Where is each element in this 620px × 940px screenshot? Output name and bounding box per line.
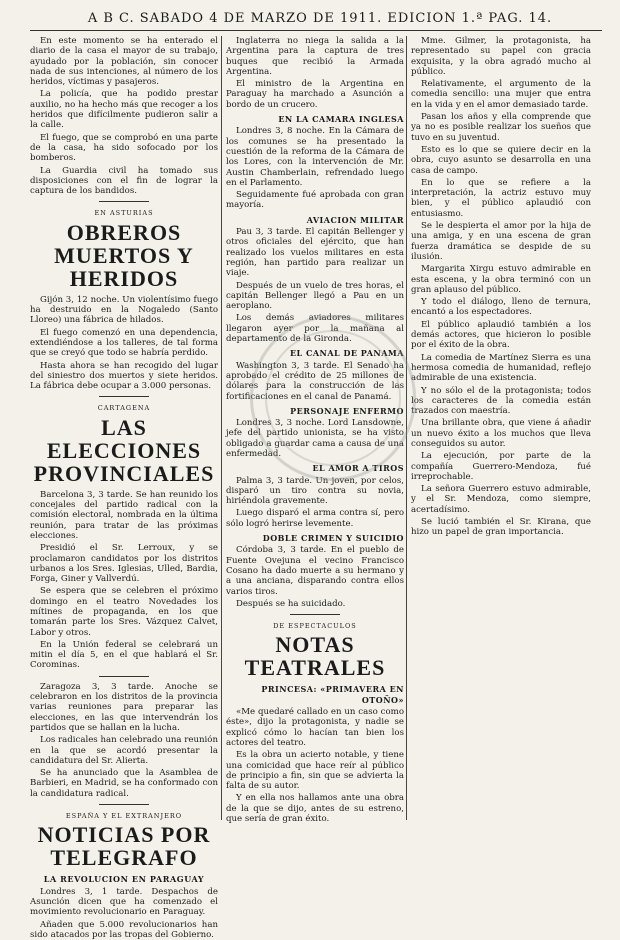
kicker: ESPAÑA Y EL EXTRANJERO: [65, 812, 183, 821]
paragraph: Pasan los años y ella comprende que ya no es posible realizar los sueños que tuvo en su juventud.: [411, 112, 591, 143]
paragraph: Mme. Gilmer, la protagonista, ha representado su papel con gracia exquisita, y la obra agradó mucho al público.: [411, 36, 591, 77]
paragraph: Y todo el diálogo, lleno de ternura, encantó a los espectadores.: [411, 297, 591, 318]
subhead-paraguay: LA REVOLUCION EN PARAGUAY: [43, 874, 205, 885]
paragraph: Una brillante obra, que viene á añadir un nuevo éxito a los muchos que lleva conseguidos su autor.: [411, 418, 591, 449]
paragraph: Los demás aviadores militares llegaron ayer por la mañana al departamento de la Gironda.: [226, 313, 404, 345]
column-1: [30, 36, 218, 940]
paragraph: Córdoba 3, 3 tarde. En el pueblo de Fuente Ovejuna el vecino Francisco Cosano ha dado muerte a su hermano y a una anciana, disparando contra ellos varios tiros.: [226, 545, 404, 597]
paragraph: En la Unión federal se celebrará un mitin el día 5, en el que hablará el Sr. Corominas.: [30, 639, 218, 671]
paragraph: La comedia de Martínez Sierra es una hermosa comedia de humanidad, reflejo admirable de una existencia.: [411, 352, 591, 384]
paragraph: El ministro de la Argentina en Paraguay ha marchado a Asunción a bordo de un crucero.: [226, 79, 404, 110]
paragraph: Relativamente, el argumento de la comedia sencillo: una mujer que entra en la vida y en el amor demasiado tarde.: [411, 79, 591, 110]
page-header: [40, 6, 600, 30]
headline-notas-teatrales: NOTAS TEATRALES: [244, 632, 386, 681]
paragraph: Luego disparó el arma contra sí, pero sólo logró herirse levemente.: [226, 508, 404, 529]
paragraph: La policía, que ha podido prestar auxilio, no ha hecho más que recoger a los heridos que difícilmente pudieron salir a la calle.: [30, 89, 218, 131]
paragraph: Después se ha suicidado.: [236, 598, 346, 609]
paragraph: Seguidamente fué aprobada con gran mayoría.: [226, 190, 404, 211]
column-divider: [406, 36, 407, 820]
paragraph: Presidió el Sr. Lerroux, y se proclamaron candidatos por los distritos urbanos a los Sres. Iglesias, Ulled, Bardia, Forga, Giner y Vallverdú.: [30, 543, 218, 585]
paragraph: Barcelona 3, 3 tarde. Se han reunido los concejales del partido radical con la comisión electoral, nombrada en la última reunión, para tratar de las próximas elecciones.: [30, 489, 218, 541]
paragraph: Se ha anunciado que la Asamblea de Barbieri, en Madrid, se ha conformado con la candidatura radical.: [30, 768, 218, 799]
paragraph: Gijón 3, 12 noche. Un violentísimo fuego ha destruido en la Nogaledo (Santo Lloreo) una fábrica de hilados.: [30, 294, 218, 326]
paragraph: Londres 3, 3 noche. Lord Lansdowne, jefe del partido unionista, se ha visto obligado a guardar cama a causa de una enfermedad.: [226, 418, 404, 459]
paragraph: Pau 3, 3 tarde. El capitán Bellenger y otros oficiales del ejército, que han realizado los vuelos militares en esta región, han partido para realizar un viaje.: [226, 227, 404, 279]
section-rule: [99, 804, 149, 805]
section-rule: [99, 396, 149, 397]
subhead: DOBLE CRIMEN Y SUICIDIO: [262, 533, 404, 544]
paragraph: Esto es lo que se quiere decir en la obra, cuyo asunto se desarrolla en una casa de campo.: [411, 144, 591, 176]
paragraph: Se le despierta el amor por la hija de una amiga, y en una escena de gran fuerza dramática se despide de su ilusión.: [411, 221, 591, 262]
section-rule: [290, 614, 340, 615]
kicker: EN ASTURIAS: [94, 209, 154, 218]
subhead: EN LA CAMARA INGLESA: [278, 114, 404, 125]
kicker: DE ESPECTACULOS: [273, 622, 357, 631]
paragraph: Se lució también el Sr. Kirana, que hizo un papel de gran importancia.: [411, 517, 591, 538]
paragraph: Es la obra un acierto notable, y tiene una comicidad que hace reír al público de principio a fin, sin que se advierta la falta de su autor.: [226, 750, 404, 792]
section-rule: [99, 676, 149, 677]
subhead: AVIACION MILITAR: [306, 214, 404, 225]
header-text: A B C. SABADO 4 DE MARZO DE 1911. EDICION 1.ª PAG. 14.: [87, 10, 553, 26]
paragraph: Londres 3, 8 noche. En la Cámara de los comunes se ha presentado la cuestión de la reforma de la Cámara de los Lores, con la intervención de Mr. Austin Chamberlain, refrendado luego en el Parlamento.: [226, 126, 404, 188]
headline-noticias: NOTICIAS POR TELEGRAFO: [37, 822, 211, 871]
paragraph: Londres 3, 1 tarde. Despachos de Asunción dicen que ha comenzado el movimiento revolucionario en Paraguay.: [30, 886, 218, 918]
subhead: EL AMOR A TIROS: [312, 463, 404, 474]
paragraph: «Me quedaré callado en un caso como éste», dijo la protagonista, y nadie se explicó cómo lo hacían tan bien los actores del teatro.: [226, 707, 404, 748]
paragraph: El fuego, que se comprobó en una parte de la casa, ha sido sofocado por los bomberos.: [30, 132, 218, 164]
paragraph: Se espera que se celebren el próximo domingo en el teatro Novedades los mítines de propaganda, en los que tomarán parte los Sres. Vázquez Calvet, Labor y otros.: [30, 586, 218, 638]
column-divider: [221, 36, 222, 820]
paragraph: El público aplaudió también a los demás actores, que hicieron lo posible por el éxito de la obra.: [411, 319, 591, 351]
paragraph: La señora Guerrero estuvo admirable, y el Sr. Mendoza, como siempre, acertadísimo.: [411, 484, 591, 515]
paragraph: El fuego comenzó en una dependencia, extendiéndose a los talleres, de tal forma que se creyó que todo se habría perdido.: [30, 327, 218, 359]
column-2: [226, 36, 404, 824]
paragraph: En este momento se ha enterado el diario de la casa el mayor de su trabajo, ayudado por la población, sin conocer nada de sus intenciones, al número de los heridos, víctimas y pasajeros.: [30, 36, 218, 88]
header-rule: [30, 30, 602, 31]
column-3: [411, 36, 591, 820]
headline-obreros: OBREROS MUERTOS Y HERIDOS: [54, 219, 194, 291]
kicker: CARTAGENA: [97, 404, 151, 413]
subhead-princesa: PRINCESA: «PRIMAVERA EN OTOÑO»: [261, 684, 404, 705]
paragraph: Después de un vuelo de tres horas, el capitán Bellenger llegó a Pau en un aeroplano.: [226, 280, 404, 312]
paragraph: Washington 3, 3 tarde. El Senado ha aprobado el crédito de 25 millones de dólares para la construcción de las fortificaciones en el canal de Panamá.: [226, 360, 404, 402]
headline-elecciones: LAS ELECCIONES PROVINCIALES: [33, 414, 215, 486]
paragraph: En lo que se refiere a la interpretación, la actriz estuvo muy bien, y el público aplaudió con entusiasmo.: [411, 177, 591, 219]
subhead: PERSONAJE ENFERMO: [290, 405, 404, 416]
paragraph: Los radicales han celebrado una reunión en la que se acordó presentar la candidatura del Sr. Alierta.: [30, 735, 218, 766]
paragraph: Zaragoza 3, 3 tarde. Anoche se celebraron en los distritos de la provincia varias reuniones para preparar las elecciones, en las que intervendrán los partidos que se hallan en la lucha.: [30, 681, 218, 733]
paragraph: Y no sólo el de la protagonista; todos los caracteres de la comedia están trazados con maestría.: [411, 385, 591, 417]
paragraph: Hasta ahora se han recogido del lugar del siniestro dos muertos y siete heridos. La fábrica debe ocupar a 3.000 personas.: [30, 360, 218, 392]
paragraph: Y en ella nos hallamos ante una obra de la que se dijo, antes de su estreno, que sería de gran éxito.: [226, 793, 404, 824]
subhead: EL CANAL DE PANAMA: [289, 348, 404, 359]
paragraph: Palma 3, 3 tarde. Un joven, por celos, disparó un tiro contra su novia, hiriéndola gravemente.: [226, 475, 404, 507]
paragraph: La ejecución, por parte de la compañía Guerrero-Mendoza, fué irreprochable.: [411, 451, 591, 482]
paragraph: La Guardia civil ha tomado sus disposiciones con el fin de lograr la captura de los bandidos.: [30, 165, 218, 197]
paragraph: Margarita Xirgu estuvo admirable en esta escena, y la obra terminó con un gran aplauso del público.: [411, 264, 591, 295]
section-rule: [99, 201, 149, 202]
paragraph: Inglaterra no niega la salida a la Argentina para la captura de tres buques que recibió la Armada Argentina.: [226, 36, 404, 77]
paragraph: Añaden que 5.000 revolucionarios han sido atacados por las tropas del Gobierno.: [30, 919, 218, 940]
